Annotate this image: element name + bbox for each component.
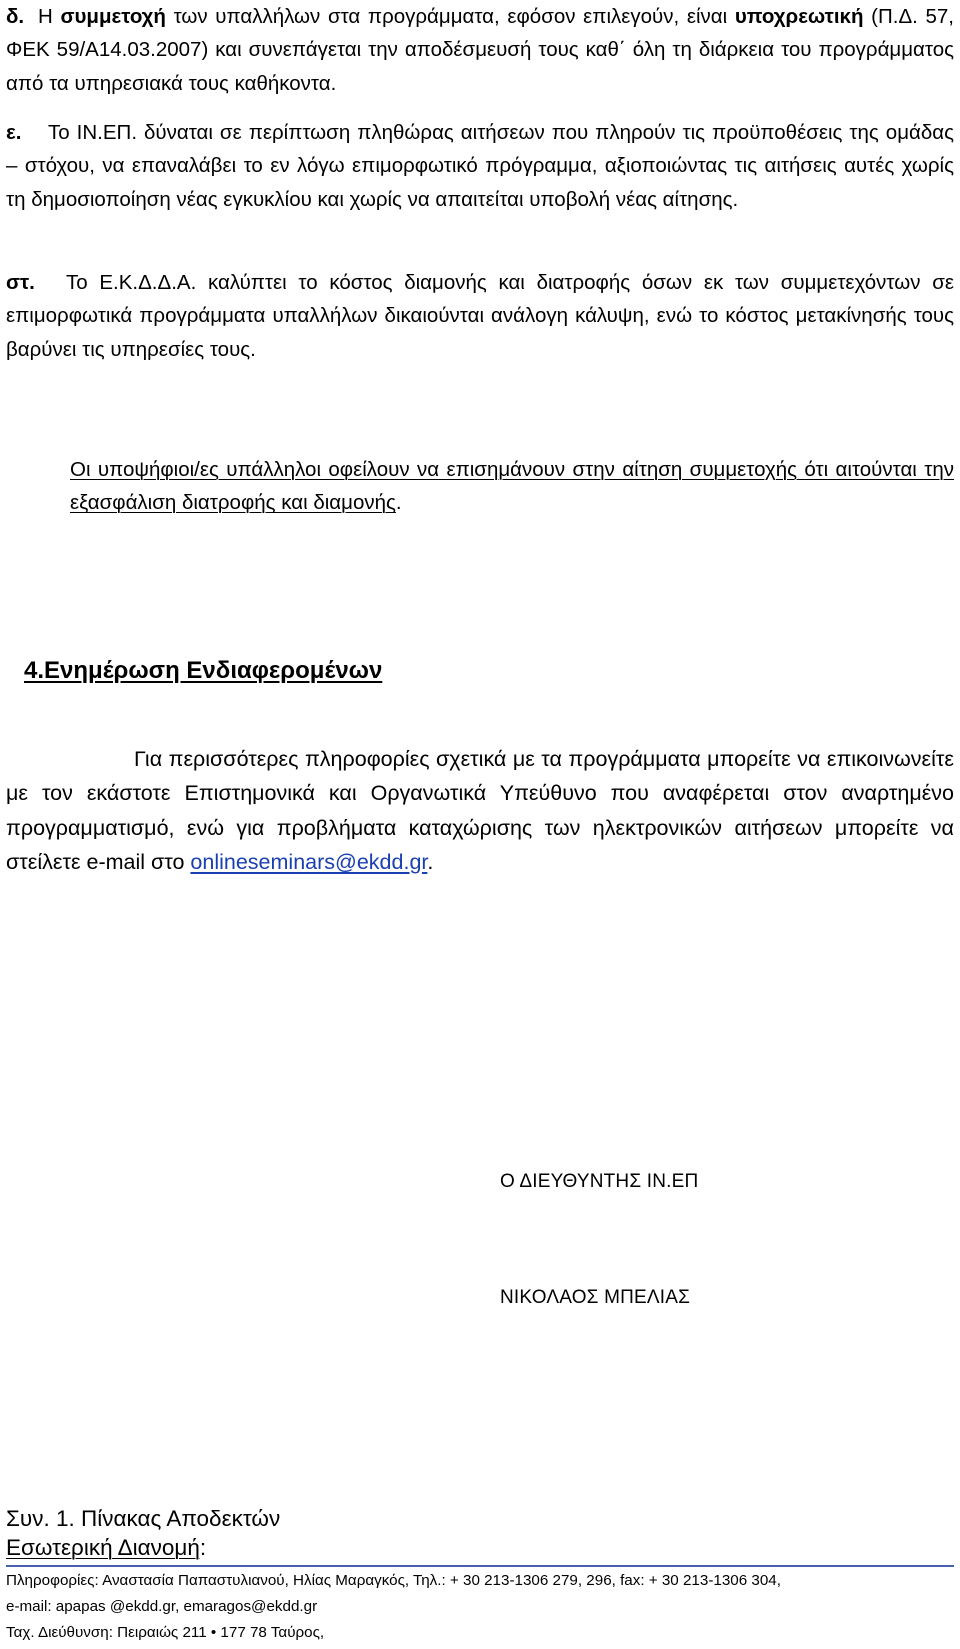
emphasis-mandatory: υποχρεωτική xyxy=(734,5,864,28)
signature-name: ΝΙΚΟΛΑΟΣ ΜΠΕΛΙΑΣ xyxy=(500,1287,691,1308)
email-link[interactable]: onlineseminars@ekdd.gr xyxy=(190,849,428,874)
document-page xyxy=(6,0,954,1649)
signature-role: Ο ΔΙΕΥΘΥΝΤΗΣ ΙΝ.ΕΠ xyxy=(500,1171,699,1192)
footer-divider xyxy=(6,1565,954,1567)
paragraph-information: Για περισσότερες πληροφορίες σχετικά με τα προγράμματα μπορείτε να επικοινωνείτε με τον εκάστοτε Επιστημονικά και Οργανωτικά Υπεύθυνο που αναφέρεται στον αναρτημένο προγραμματισμό, ενώ για προβλήματα καταχώρισης των ηλεκτρονικών αιτήσεων μπορείτε να στείλετε e-mail στο onlineseminars@ekdd.gr. xyxy=(6,747,954,874)
footer-emails: e-mail: apapas @ekdd.gr, emaragos@ekdd.gr xyxy=(6,1598,318,1615)
accommodation-notice: Οι υποψήφιοι/ες υπάλληλοι οφείλουν να επισημάνουν στην αίτηση συμμετοχής ότι αιτούνται την εξασφάλιση διατροφής και διαμονής. xyxy=(70,458,954,515)
paragraph-item-st: στ. Το Ε.Κ.Δ.Δ.Α. καλύπτει το κόστος διαμονής και διατροφής όσων εκ των συμμετεχόντων σε επιμορφωτικά προγράμματα υπαλλήλων δικαιούνται ανάλογη κάλυψη, ενώ το κόστος μετακίνησής τους βαρύνει τις υπηρεσίες τους. xyxy=(6,266,954,366)
emphasis-participation: συμμετοχή xyxy=(60,5,166,28)
item-marker-st: στ. xyxy=(6,271,35,294)
internal-distribution: Εσωτερική Διανομή: xyxy=(6,1535,207,1560)
attachment-recipients-table: Συν. 1. Πίνακας Αποδεκτών xyxy=(6,1506,281,1531)
footer-contacts: Πληροφορίες: Αναστασία Παπαστυλιανού, Ηλίας Μαραγκός, Τηλ.: + 30 213-1306 279, 296, fax: + 30 213-1306 304, xyxy=(6,1572,781,1589)
item-marker-e: ε. xyxy=(6,121,22,144)
paragraph-item-d: δ. Η συμμετοχή των υπαλλήλων στα προγράμματα, εφόσον επιλεγούν, είναι υποχρεωτική (Π.Δ. 57, ΦΕΚ 59/Α14.03.2007) και συνεπάγεται την αποδέσμευσή τους καθ΄ όλη τη διάρκεια του προγράμματος από τα υπηρεσιακά τους καθήκοντα. xyxy=(6,0,954,100)
paragraph-item-e: ε. Το ΙΝ.ΕΠ. δύναται σε περίπτωση πληθώρας αιτήσεων που πληρούν τις προϋποθέσεις της ομάδας – στόχου, να επαναλάβει το εν λόγω επιμορφωτικό πρόγραμμα, αξιοποιώντας τις αιτήσεις αυτές χωρίς τη δημοσιοποίηση νέας εγκυκλίου και χωρίς να απαιτείται υποβολή νέας αίτησης. xyxy=(6,116,954,216)
section-heading-information: 4.Ενημέρωση Ενδιαφερομένων xyxy=(24,657,383,684)
item-marker-d: δ. xyxy=(6,5,25,28)
accommodation-notice-text: Οι υποψήφιοι/ες υπάλληλοι οφείλουν να επισημάνουν στην αίτηση συμμετοχής ότι αιτούνται την εξασφάλιση διατροφής και διαμονής xyxy=(70,458,954,515)
attachments-block xyxy=(6,1504,280,1562)
footer-address: Ταχ. Διεύθυνση: Πειραιώς 211 • 177 78 Ταύρος, xyxy=(6,1624,325,1641)
footer-contact-info xyxy=(6,1568,954,1646)
